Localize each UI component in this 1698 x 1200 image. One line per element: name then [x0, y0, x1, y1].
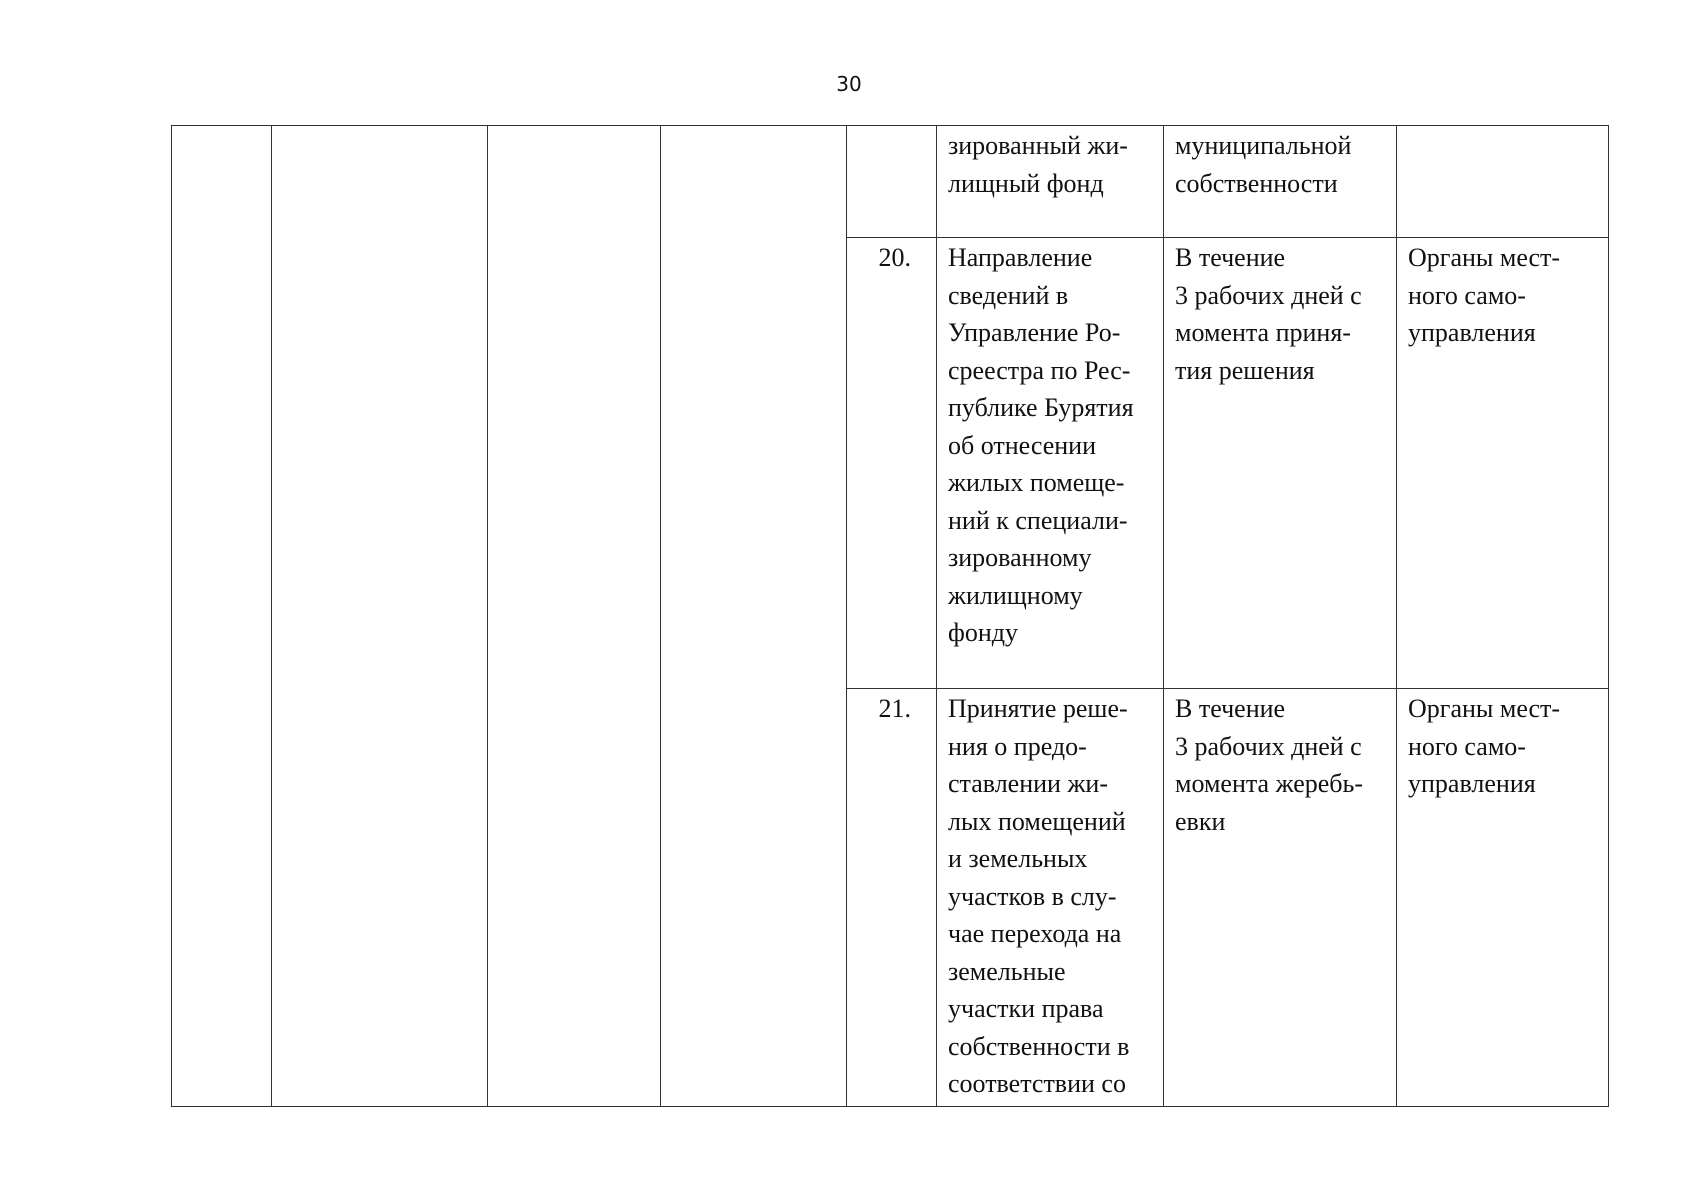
text-line: евки — [1175, 806, 1226, 836]
procedure-table — [171, 125, 1609, 1107]
text-line: чае перехода на — [948, 919, 1122, 948]
text-line: лых помещений — [948, 806, 1126, 836]
text-line: тия решения — [1175, 355, 1315, 385]
text-line: зированному — [948, 543, 1092, 572]
text-line: момента жеребь- — [1175, 769, 1364, 798]
text-line: ного само- — [1408, 731, 1526, 761]
text-line: фонду — [948, 618, 1018, 647]
text-line: участков в слу- — [948, 881, 1117, 911]
responsible-cell — [1397, 238, 1609, 689]
text-line: жилых помеще- — [948, 468, 1125, 497]
text-line: управления — [1408, 318, 1536, 347]
table-cell-merged-col2 — [272, 126, 488, 1107]
deadline-cell — [1164, 238, 1397, 689]
text-line: ставлении жи- — [948, 769, 1108, 798]
action-cell — [937, 238, 1164, 689]
text-line: момента приня- — [1175, 318, 1351, 347]
text-line: собственности в — [948, 1031, 1130, 1061]
text-line: соответствии со — [948, 1069, 1126, 1098]
table-row — [172, 126, 1609, 238]
text-line: Органы мест- — [1408, 694, 1561, 723]
row-number-cell: 21. — [847, 689, 937, 1107]
text-line: Направление — [948, 243, 1093, 272]
text-line: Органы мест- — [1408, 243, 1561, 272]
text-line: участки права — [948, 994, 1104, 1023]
text-line: земельные — [948, 956, 1066, 986]
text-line: зированный жи- — [948, 131, 1128, 160]
text-line: В течение — [1175, 694, 1286, 723]
table-cell-merged-col3 — [488, 126, 661, 1107]
text-line: 3 рабочих дней с — [1175, 280, 1362, 310]
text-line: среестра по Рес- — [948, 355, 1131, 385]
text-line: собственности — [1175, 168, 1338, 198]
deadline-cell — [1164, 126, 1397, 238]
row-number-cell — [847, 126, 937, 238]
text-line: ний к специали- — [948, 505, 1128, 535]
text-line: Принятие реше- — [948, 694, 1128, 723]
text-line: В течение — [1175, 243, 1286, 272]
text-line: публике Бурятия — [948, 393, 1134, 422]
page-number: 30 — [836, 72, 862, 96]
text-line: управления — [1408, 769, 1536, 798]
text-line: жилищному — [948, 580, 1083, 610]
text-line: сведений в — [948, 280, 1069, 310]
text-line: муниципальной — [1175, 131, 1352, 160]
deadline-cell — [1164, 689, 1397, 1107]
action-cell — [937, 126, 1164, 238]
table-cell-merged-col4 — [661, 126, 847, 1107]
text-line: ного само- — [1408, 280, 1526, 310]
action-cell — [937, 689, 1164, 1107]
text-line: об отнесении — [948, 430, 1096, 460]
table-cell-merged-col1 — [172, 126, 272, 1107]
row-number-cell: 20. — [847, 238, 937, 689]
text-line: 3 рабочих дней с — [1175, 731, 1362, 761]
text-line: лищный фонд — [948, 168, 1104, 198]
responsible-cell — [1397, 689, 1609, 1107]
text-line: и земельных — [948, 844, 1088, 873]
text-line: Управление Ро- — [948, 318, 1121, 347]
responsible-cell — [1397, 126, 1609, 238]
text-line: ния о предо- — [948, 731, 1087, 761]
